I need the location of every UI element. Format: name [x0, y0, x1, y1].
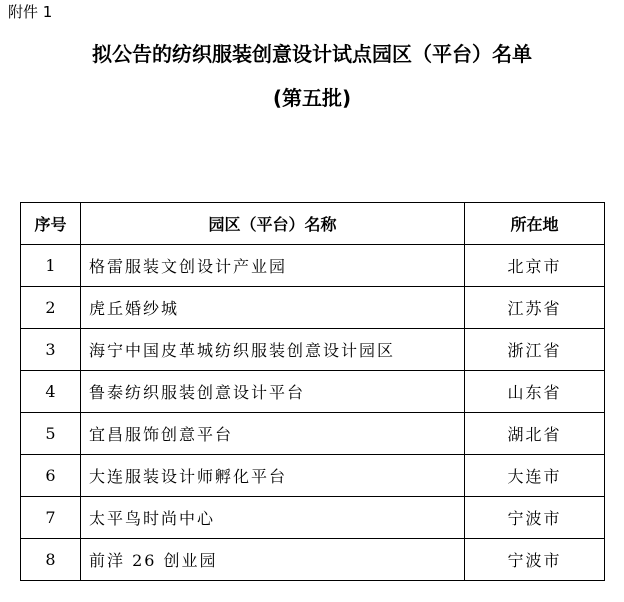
park-name: 格雷服装文创设计产业园 — [81, 245, 465, 287]
document-subtitle-batch: (第五批) — [272, 86, 352, 110]
row-number: 8 — [21, 539, 81, 581]
table-header-row — [21, 203, 605, 245]
column-header-number: 序号 — [21, 203, 81, 245]
table-row — [21, 497, 605, 539]
table-row — [21, 539, 605, 581]
park-location: 宁波市 — [465, 539, 605, 581]
row-number: 2 — [21, 287, 81, 329]
park-location: 湖北省 — [465, 413, 605, 455]
park-location: 宁波市 — [465, 497, 605, 539]
table-row — [21, 329, 605, 371]
park-name: 海宁中国皮革城纺织服装创意设计园区 — [81, 329, 465, 371]
park-location: 浙江省 — [465, 329, 605, 371]
park-location: 大连市 — [465, 455, 605, 497]
row-number: 1 — [21, 245, 81, 287]
table-row — [21, 455, 605, 497]
table-row — [21, 287, 605, 329]
row-number: 3 — [21, 329, 81, 371]
row-number: 4 — [21, 371, 81, 413]
row-number: 5 — [21, 413, 81, 455]
row-number: 6 — [21, 455, 81, 497]
park-name: 太平鸟时尚中心 — [81, 497, 465, 539]
park-list-table — [20, 202, 605, 581]
document-title: 拟公告的纺织服装创意设计试点园区（平台）名单 — [92, 42, 532, 66]
park-location: 江苏省 — [465, 287, 605, 329]
park-name: 鲁泰纺织服装创意设计平台 — [81, 371, 465, 413]
park-location: 山东省 — [465, 371, 605, 413]
park-name: 虎丘婚纱城 — [81, 287, 465, 329]
table-row — [21, 371, 605, 413]
table-row — [21, 245, 605, 287]
park-name: 宜昌服饰创意平台 — [81, 413, 465, 455]
column-header-park-name: 园区（平台）名称 — [81, 203, 465, 245]
park-name: 前洋 26 创业园 — [81, 539, 465, 581]
park-location: 北京市 — [465, 245, 605, 287]
park-name: 大连服装设计师孵化平台 — [81, 455, 465, 497]
column-header-location: 所在地 — [465, 203, 605, 245]
attachment-label: 附件 1 — [8, 3, 53, 21]
table-row — [21, 413, 605, 455]
row-number: 7 — [21, 497, 81, 539]
